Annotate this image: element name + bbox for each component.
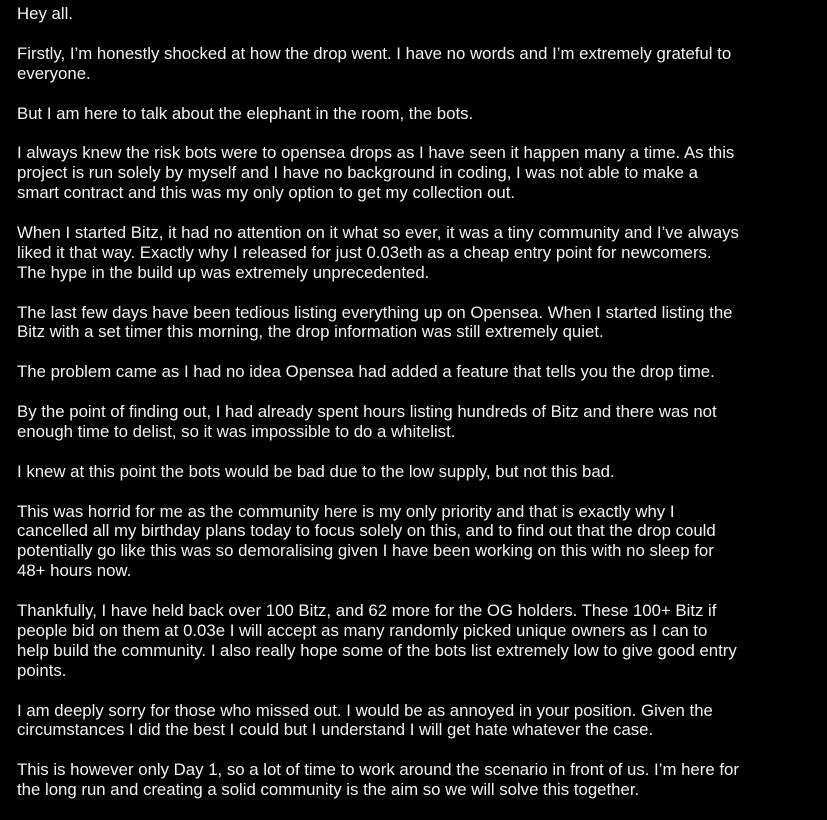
text-line: When I started Bitz, it had no attention on it what so ever, it was a tiny community and I’ve always (17, 222, 739, 242)
text-line: I always knew the risk bots were to opensea drops as I have seen it happen many a time. As this (17, 143, 735, 163)
text-line: But I am here to talk about the elephant in the room, the bots. (17, 103, 474, 123)
text-line: The hype in the build up was extremely unprecedented. (17, 262, 430, 282)
text-line: Hey all. (17, 4, 73, 23)
text-line: help build the community. I also really hope some of the bots list extremely low to give good entry (17, 640, 737, 660)
text-line: I am deeply sorry for those who missed out. I would be as annoyed in your position. Given the (17, 700, 713, 720)
text-line: people bid on them at 0.03e I will accept as many randomly picked unique owners as I can to (17, 620, 708, 640)
paragraph-closing (17, 760, 817, 800)
text-line: This is however only Day 1, so a lot of time to work around the scenario in front of us. I’m here for (17, 760, 739, 780)
text-line: project is run solely by myself and I have no background in coding, I was not able to make a (17, 163, 698, 183)
paragraph-problem (17, 362, 817, 382)
paragraph-origin (17, 223, 817, 283)
paragraph-held-back (17, 601, 817, 681)
text-line: the long run and creating a solid community is the aim so we will solve this together. (17, 780, 640, 800)
text-line: points. (17, 660, 67, 680)
text-line: potentially go like this was so demoralising given I have been working on this with no sleep for (17, 541, 714, 561)
paragraph-risk (17, 143, 817, 203)
text-line: Firstly, I’m honestly shocked at how the drop went. I have no words and I’m extremely grateful to (17, 43, 732, 63)
text-line: everyone. (17, 63, 91, 83)
text-line: I knew at this point the bots would be bad due to the low supply, but not this bad. (17, 461, 615, 481)
text-line: circumstances I did the best I could but I understand I will get hate whatever the case. (17, 720, 654, 740)
text-line: Bitz with a set timer this morning, the drop information was still extremely quiet. (17, 322, 604, 342)
text-line: liked it that way. Exactly why I released for just 0.03eth as a cheap entry point for newcomers. (17, 242, 712, 262)
paragraph-greeting (17, 4, 817, 24)
paragraph-delist (17, 402, 817, 442)
message-body (17, 4, 817, 820)
text-line: smart contract and this was my only option to get my collection out. (17, 183, 516, 203)
text-line: By the point of finding out, I had already spent hours listing hundreds of Bitz and there was not (17, 402, 717, 422)
paragraph-birthday (17, 502, 817, 582)
paragraph-supply (17, 462, 817, 482)
paragraph-elephant (17, 104, 817, 124)
text-line: The last few days have been tedious listing everything up on Opensea. When I started listing the (17, 302, 733, 322)
text-line: Thankfully, I have held back over 100 Bitz, and 62 more for the OG holders. These 100+ Bitz if (17, 601, 717, 621)
paragraph-apology (17, 701, 817, 741)
paragraph-listing (17, 303, 817, 343)
text-line: The problem came as I had no idea Opensea had added a feature that tells you the drop time. (17, 362, 715, 382)
text-line: 48+ hours now. (17, 561, 132, 581)
text-line: enough time to delist, so it was impossible to do a whitelist. (17, 421, 456, 441)
text-line: This was horrid for me as the community here is my only priority and that is exactly why I (17, 501, 675, 521)
text-line: cancelled all my birthday plans today to focus solely on this, and to find out that the drop could (17, 521, 716, 541)
paragraph-gratitude (17, 44, 817, 84)
